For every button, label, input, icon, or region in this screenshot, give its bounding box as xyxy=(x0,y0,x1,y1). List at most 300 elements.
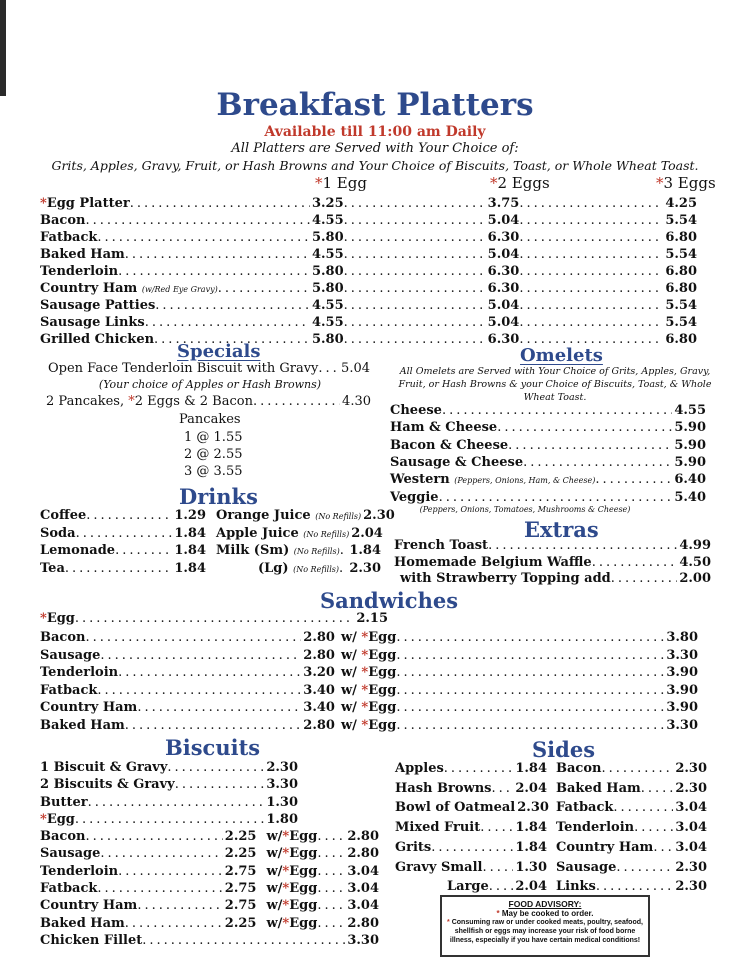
price-1-egg: 4.55 xyxy=(311,298,344,313)
advisory-heading: FOOD ADVISORY: xyxy=(508,899,582,909)
price-2-eggs: 5.04 xyxy=(487,247,520,262)
dot-leader xyxy=(519,298,663,313)
omelet-price: 5.90 xyxy=(674,454,706,470)
sandwich-price: 2.80 xyxy=(303,630,335,645)
omelet-row xyxy=(390,403,706,420)
dot-leader xyxy=(523,455,672,470)
extra-row xyxy=(400,571,711,588)
dot-leader xyxy=(218,281,310,296)
side-name: Country Ham xyxy=(556,839,654,855)
omelet-row xyxy=(390,420,706,437)
price-3-eggs: 5.54 xyxy=(665,315,697,330)
sandwich-egg-price: 3.90 xyxy=(666,700,698,716)
dot-leader xyxy=(519,315,663,330)
drink-note: (No Refills) xyxy=(303,529,350,539)
dot-leader xyxy=(519,247,663,262)
scan-edge xyxy=(0,0,6,96)
dot-leader xyxy=(344,332,486,347)
biscuit-price: 2.75 xyxy=(224,880,257,896)
dot-leader xyxy=(167,760,264,775)
biscuit-price: 2.75 xyxy=(224,863,257,879)
side-name: Bowl of Oatmeal xyxy=(395,800,516,816)
price-3-eggs: 5.54 xyxy=(665,298,697,313)
biscuit-egg-price: 3.04 xyxy=(347,863,379,879)
side-price: 2.04 xyxy=(515,879,547,895)
side-name: Sausage xyxy=(556,859,617,875)
dot-leader xyxy=(653,840,673,855)
dot-leader xyxy=(595,472,672,487)
dot-leader xyxy=(596,879,673,894)
side-row xyxy=(556,840,707,857)
dot-leader xyxy=(340,543,348,558)
biscuit-price: 2.25 xyxy=(224,846,257,862)
dot-leader xyxy=(137,898,222,913)
biscuit-egg-price: 2.80 xyxy=(347,846,379,862)
egg-word: Egg xyxy=(289,829,318,844)
with-egg-text: w/ xyxy=(266,829,283,844)
biscuit-name xyxy=(40,760,167,775)
dot-leader xyxy=(519,213,663,228)
platter-row xyxy=(40,264,697,281)
omelet-price: 4.55 xyxy=(674,403,706,418)
biscuit-name-text: Egg xyxy=(46,811,75,827)
platter-name xyxy=(40,298,155,313)
biscuit-name: Tenderloin xyxy=(40,863,119,879)
dot-leader xyxy=(125,718,302,733)
biscuit-egg-price: 3.04 xyxy=(347,880,379,896)
platter-row xyxy=(40,230,697,247)
dot-leader xyxy=(444,761,514,776)
sandwich-row xyxy=(40,683,698,700)
extra-row xyxy=(394,538,711,555)
price-2-eggs: 5.04 xyxy=(487,315,520,330)
dot-leader xyxy=(641,781,674,796)
pancakes-heading: Pancakes xyxy=(179,412,241,427)
side-price: 1.84 xyxy=(515,820,547,836)
dot-leader xyxy=(317,829,345,844)
biscuit-price: 2.25 xyxy=(224,829,257,844)
dot-leader xyxy=(155,298,310,313)
side-row xyxy=(556,781,707,798)
biscuit-combo-row xyxy=(40,846,379,863)
star-mark: * xyxy=(282,898,290,914)
side-row xyxy=(395,781,547,798)
drink-price: 1.84 xyxy=(174,525,206,541)
egg-word: Egg xyxy=(289,846,318,862)
with-egg-label xyxy=(335,665,396,680)
dot-leader xyxy=(344,264,486,279)
dot-leader xyxy=(118,264,310,279)
sandwich-price: 2.80 xyxy=(303,718,335,733)
biscuit-name: Chicken Fillet xyxy=(40,933,143,948)
with-egg-text: w/ xyxy=(340,682,362,698)
sandwich-price: 3.40 xyxy=(303,682,335,698)
egg-word: Egg xyxy=(289,880,318,896)
omelet-name xyxy=(390,455,523,470)
omelet-name xyxy=(390,490,439,505)
platter-name xyxy=(40,230,97,245)
extra-name: with Strawberry Topping add xyxy=(400,571,611,586)
platter-name-text: Tenderloin xyxy=(40,264,119,279)
biscuit-name: Fatback xyxy=(40,880,98,896)
drink-name: Tea xyxy=(40,560,65,576)
price-3-eggs: 4.25 xyxy=(665,196,697,211)
dot-leader xyxy=(601,761,673,776)
star-mark: * xyxy=(361,630,369,645)
extra-price: 2.00 xyxy=(679,571,711,586)
dot-leader xyxy=(125,247,310,262)
dot-leader xyxy=(634,820,673,835)
sandwich-price: 3.40 xyxy=(303,700,335,716)
drink-row xyxy=(40,543,206,560)
star-mark: * xyxy=(40,196,47,211)
dot-leader xyxy=(100,846,222,861)
platter-name-text: Baked Ham xyxy=(40,247,125,262)
platter-row xyxy=(40,281,697,298)
egg-word: Egg xyxy=(289,915,318,931)
with-egg-text: w/ xyxy=(266,863,283,879)
dot-leader xyxy=(85,829,222,844)
platter-row xyxy=(40,213,697,230)
biscuit-name xyxy=(40,777,175,792)
side-row xyxy=(447,879,547,896)
extra-row xyxy=(394,555,711,572)
omelet-name-text: Sausage & Cheese xyxy=(390,454,524,470)
dot-leader xyxy=(175,777,265,792)
pancake-option: 1 @ 1.55 xyxy=(184,430,243,445)
drink-price: 2.04 xyxy=(351,525,383,541)
star-mark: * xyxy=(361,682,369,698)
extra-name: French Toast xyxy=(394,538,489,553)
dot-leader xyxy=(142,933,345,948)
dot-leader xyxy=(497,420,672,435)
platter-name-text: Egg Platter xyxy=(46,196,130,211)
side-price: 2.30 xyxy=(675,780,707,796)
side-price: 1.84 xyxy=(515,839,547,855)
platter-name-text: Bacon xyxy=(40,213,86,228)
dot-leader xyxy=(396,683,664,698)
price-2-eggs: 6.30 xyxy=(487,230,520,245)
biscuit-combo-row xyxy=(40,881,379,898)
price-3-eggs: 5.54 xyxy=(665,247,697,262)
dot-leader xyxy=(519,196,663,211)
platter-row xyxy=(40,196,697,213)
special-item-note: (Your choice of Apples or Hash Browns) xyxy=(98,378,322,391)
drink-name-text: Apple Juice xyxy=(216,525,299,541)
price-1-egg: 4.55 xyxy=(311,247,344,262)
drink-row xyxy=(40,526,206,543)
biscuit-row xyxy=(40,795,298,812)
egg-word: Egg xyxy=(368,665,397,681)
sandwich-egg-price: 3.30 xyxy=(666,647,698,663)
special-item-tenderloin-biscuit: Open Face Tenderloin Biscuit with Gravy ..... 5.04 xyxy=(48,361,370,378)
dot-leader xyxy=(85,630,301,645)
pancake-option: 3 @ 3.55 xyxy=(184,464,243,479)
biscuit-name: Bacon xyxy=(40,829,86,844)
biscuit-combo-row xyxy=(40,898,379,915)
star-mark: * xyxy=(361,665,369,681)
with-egg-text: w/ xyxy=(266,880,283,896)
side-row xyxy=(556,879,707,896)
side-name: Hash Browns xyxy=(395,780,492,796)
price-3-eggs: 6.80 xyxy=(665,230,697,245)
sandwich-price: 2.80 xyxy=(303,647,335,663)
sandwich-egg-price: 3.80 xyxy=(666,630,698,645)
biscuit-price: 2.25 xyxy=(224,915,257,931)
drink-row xyxy=(216,543,381,560)
platter-row xyxy=(40,315,697,332)
biscuit-name xyxy=(40,812,75,827)
drink-row xyxy=(216,526,381,543)
sandwich-egg-price: 3.30 xyxy=(666,718,698,733)
star-mark: * xyxy=(282,880,290,896)
dot-leader xyxy=(344,230,486,245)
drink-note: (No Refills) xyxy=(293,547,340,556)
omelet-price: 5.90 xyxy=(674,420,706,436)
dot-leader xyxy=(489,879,514,894)
with-egg-label xyxy=(256,881,317,896)
omelet-row xyxy=(390,472,706,489)
drink-row xyxy=(258,561,381,578)
dot-leader xyxy=(97,881,222,896)
sandwich-egg-price: 3.90 xyxy=(666,665,698,681)
side-name: Links xyxy=(556,879,596,895)
biscuits-heading: Biscuits xyxy=(165,735,261,760)
dot-leader xyxy=(130,196,310,211)
dot-leader xyxy=(75,812,264,827)
sandwich-name: Sausage xyxy=(40,647,101,663)
platter-name-text: Sausage Patties xyxy=(40,298,156,313)
omelets-heading: Omelets xyxy=(520,345,603,366)
special-item-pancake-combo: 2 Pancakes, *2 Eggs & 2 Bacon ..... 4.30 xyxy=(46,394,371,411)
side-price: 3.04 xyxy=(675,820,707,836)
platter-name xyxy=(40,213,85,228)
biscuit-price: 2.75 xyxy=(224,898,257,914)
side-row xyxy=(395,800,547,817)
dot-leader xyxy=(317,881,345,896)
biscuit-row xyxy=(40,760,298,777)
side-name: Baked Ham xyxy=(556,780,641,796)
with-egg-text: w/ xyxy=(340,665,362,681)
biscuit-name xyxy=(40,795,88,810)
drink-price: 1.29 xyxy=(174,508,206,523)
side-name: Apples xyxy=(395,761,444,776)
side-row xyxy=(395,761,547,778)
dot-leader xyxy=(339,561,347,576)
side-price: 2.30 xyxy=(517,800,549,816)
star-mark: * xyxy=(282,829,290,844)
biscuit-name: Country Ham xyxy=(40,898,138,914)
side-price: 3.04 xyxy=(675,839,707,855)
with-egg-label xyxy=(335,683,396,698)
biscuit-egg-price: 2.80 xyxy=(347,915,379,931)
biscuit-row xyxy=(40,777,298,794)
drink-name xyxy=(216,526,349,541)
drink-row xyxy=(40,508,206,525)
extra-price: 4.99 xyxy=(679,538,711,553)
biscuit-combo-row xyxy=(40,864,379,881)
drink-note: (No Refills) xyxy=(293,564,339,574)
side-price: 3.04 xyxy=(675,800,707,816)
omelet-price: 6.40 xyxy=(674,472,706,488)
drink-price: 2.30 xyxy=(363,508,395,523)
sides-heading: Sides xyxy=(532,737,596,762)
dot-leader xyxy=(317,898,345,913)
star-mark: * xyxy=(282,915,290,931)
dot-leader xyxy=(519,264,663,279)
sandwich-name: Bacon xyxy=(40,630,86,645)
price-1-egg: 5.80 xyxy=(311,230,344,245)
omelet-name-text: Bacon & Cheese xyxy=(390,437,509,453)
side-name: Fatback xyxy=(556,800,614,816)
dot-leader xyxy=(616,860,673,875)
price-2-eggs: 3.75 xyxy=(487,196,520,211)
drink-row xyxy=(40,561,206,578)
price-1-egg: 5.80 xyxy=(311,264,344,279)
biscuit-row xyxy=(40,812,298,829)
biscuit-egg-price: 2.80 xyxy=(347,829,379,844)
side-name: Grits xyxy=(395,839,432,855)
with-egg-label xyxy=(335,700,396,715)
drink-name-text: Orange Juice xyxy=(216,508,311,523)
omelet-name-text: Cheese xyxy=(390,403,442,418)
biscuit-name-text: Butter xyxy=(40,794,88,810)
omelet-name xyxy=(390,472,595,487)
platter-name xyxy=(40,264,118,279)
drink-name: Coffee xyxy=(40,508,87,523)
dot-leader xyxy=(97,683,301,698)
sandwich-row xyxy=(40,700,698,717)
omelet-row xyxy=(390,438,706,455)
platter-name xyxy=(40,196,130,211)
platter-name-text: Country Ham xyxy=(40,281,138,296)
with-egg-label xyxy=(335,648,396,663)
dot-leader xyxy=(65,561,172,576)
biscuit-name-text: 1 Biscuit & Gravy xyxy=(40,760,168,775)
with-egg-label xyxy=(256,864,317,879)
side-row xyxy=(395,840,547,857)
platter-name-text: Fatback xyxy=(40,230,98,245)
price-3-eggs: 6.80 xyxy=(665,332,697,347)
drink-name xyxy=(258,561,339,576)
biscuit-row xyxy=(40,933,379,950)
advisory-body: * Consuming raw or under cooked meats, poultry, seafood, shellfish or eggs may increase your risk of food borne illness, especially if you have certain medical conditions! xyxy=(447,919,643,944)
side-price: 2.30 xyxy=(675,879,707,895)
platter-intro-line1: All Platters are Served with Your Choice of: xyxy=(231,141,519,156)
veggie-note: (Peppers, Onions, Tomatoes, Mushrooms & Cheese) xyxy=(419,505,631,514)
with-egg-label xyxy=(256,829,317,844)
side-row xyxy=(556,860,707,877)
extras-heading: Extras xyxy=(524,517,599,542)
side-row xyxy=(395,820,547,837)
drink-name-text: (Lg) xyxy=(258,560,289,576)
drink-price: 1.84 xyxy=(349,543,381,558)
food-advisory-box xyxy=(440,895,650,957)
sandwich-name: Country Ham xyxy=(40,700,138,716)
with-egg-label xyxy=(256,846,317,861)
omelet-name-text: Western xyxy=(390,472,450,488)
side-price: 2.30 xyxy=(675,761,707,776)
with-egg-label xyxy=(256,898,317,913)
dot-leader xyxy=(88,795,265,810)
price-2-eggs: 6.30 xyxy=(487,264,520,279)
dot-leader xyxy=(344,213,486,228)
biscuit-name-text: 2 Biscuits & Gravy xyxy=(40,777,175,793)
col-header-1-egg: *1 Egg xyxy=(315,174,367,192)
dot-leader xyxy=(396,665,664,680)
side-price: 1.30 xyxy=(515,859,547,875)
price-3-eggs: 6.80 xyxy=(665,264,697,279)
platter-name xyxy=(40,315,145,330)
egg-word: Egg xyxy=(368,647,397,663)
star-mark: * xyxy=(361,718,369,733)
biscuit-name: Baked Ham xyxy=(40,915,125,931)
omelet-name xyxy=(390,403,442,418)
price-3-eggs: 5.54 xyxy=(665,213,697,228)
price-2-eggs: 5.04 xyxy=(487,213,520,228)
price-2-eggs: 5.04 xyxy=(487,298,520,313)
dot-leader xyxy=(118,665,301,680)
dot-leader xyxy=(137,700,301,715)
price-1-egg: 4.55 xyxy=(311,315,344,330)
with-egg-text: w/ xyxy=(340,630,362,645)
biscuit-egg-price: 3.04 xyxy=(347,898,379,914)
platter-intro-line2: Grits, Apples, Gravy, Fruit, or Hash Browns and Your Choice of Biscuits, Toast, or Whole Wheat Toast. xyxy=(51,158,699,173)
star-mark: * xyxy=(361,700,369,716)
dot-leader xyxy=(344,298,486,313)
sandwich-row xyxy=(40,648,698,665)
platter-name-text: Grilled Chicken xyxy=(40,332,155,347)
platter-note: (w/Red Eye Gravy) xyxy=(141,285,218,294)
platter-row xyxy=(40,298,697,315)
side-name: Gravy Small xyxy=(395,859,483,875)
dot-leader xyxy=(344,315,486,330)
extra-name: Homemade Belgium Waffle xyxy=(394,554,592,570)
drink-name xyxy=(216,508,361,523)
side-row xyxy=(556,800,707,817)
drinks-heading: Drinks xyxy=(179,484,258,509)
with-egg-text: w/ xyxy=(340,718,362,733)
price-1-egg: 5.80 xyxy=(311,281,344,296)
dot-leader xyxy=(519,281,663,296)
pancake-option: 2 @ 2.55 xyxy=(184,447,243,462)
platter-name xyxy=(40,247,125,262)
dot-leader xyxy=(396,700,664,715)
price-2-eggs: 6.30 xyxy=(487,281,520,296)
page-title: Breakfast Platters xyxy=(216,87,534,123)
platter-name xyxy=(40,281,218,296)
sandwich-price: 3.20 xyxy=(303,665,335,681)
biscuit-price: 1.30 xyxy=(266,794,298,810)
dot-leader xyxy=(97,230,310,245)
drink-name xyxy=(216,543,340,558)
drink-name: Lemonade xyxy=(40,543,116,558)
dot-leader xyxy=(611,571,678,586)
sandwich-egg: *Egg ..... 2.15 xyxy=(40,611,388,628)
dot-leader xyxy=(118,864,223,879)
drink-price: 2.30 xyxy=(349,560,381,576)
extra-price: 4.50 xyxy=(679,554,711,570)
drink-note: (No Refills) xyxy=(315,512,362,521)
dot-leader xyxy=(491,781,513,796)
sandwich-name: Baked Ham xyxy=(40,718,125,733)
omelet-price: 5.90 xyxy=(674,437,706,453)
side-price: 2.30 xyxy=(675,859,707,875)
dot-leader xyxy=(125,916,223,931)
omelet-price: 5.40 xyxy=(674,489,706,505)
drink-row xyxy=(216,508,395,525)
with-egg-label xyxy=(335,718,396,733)
